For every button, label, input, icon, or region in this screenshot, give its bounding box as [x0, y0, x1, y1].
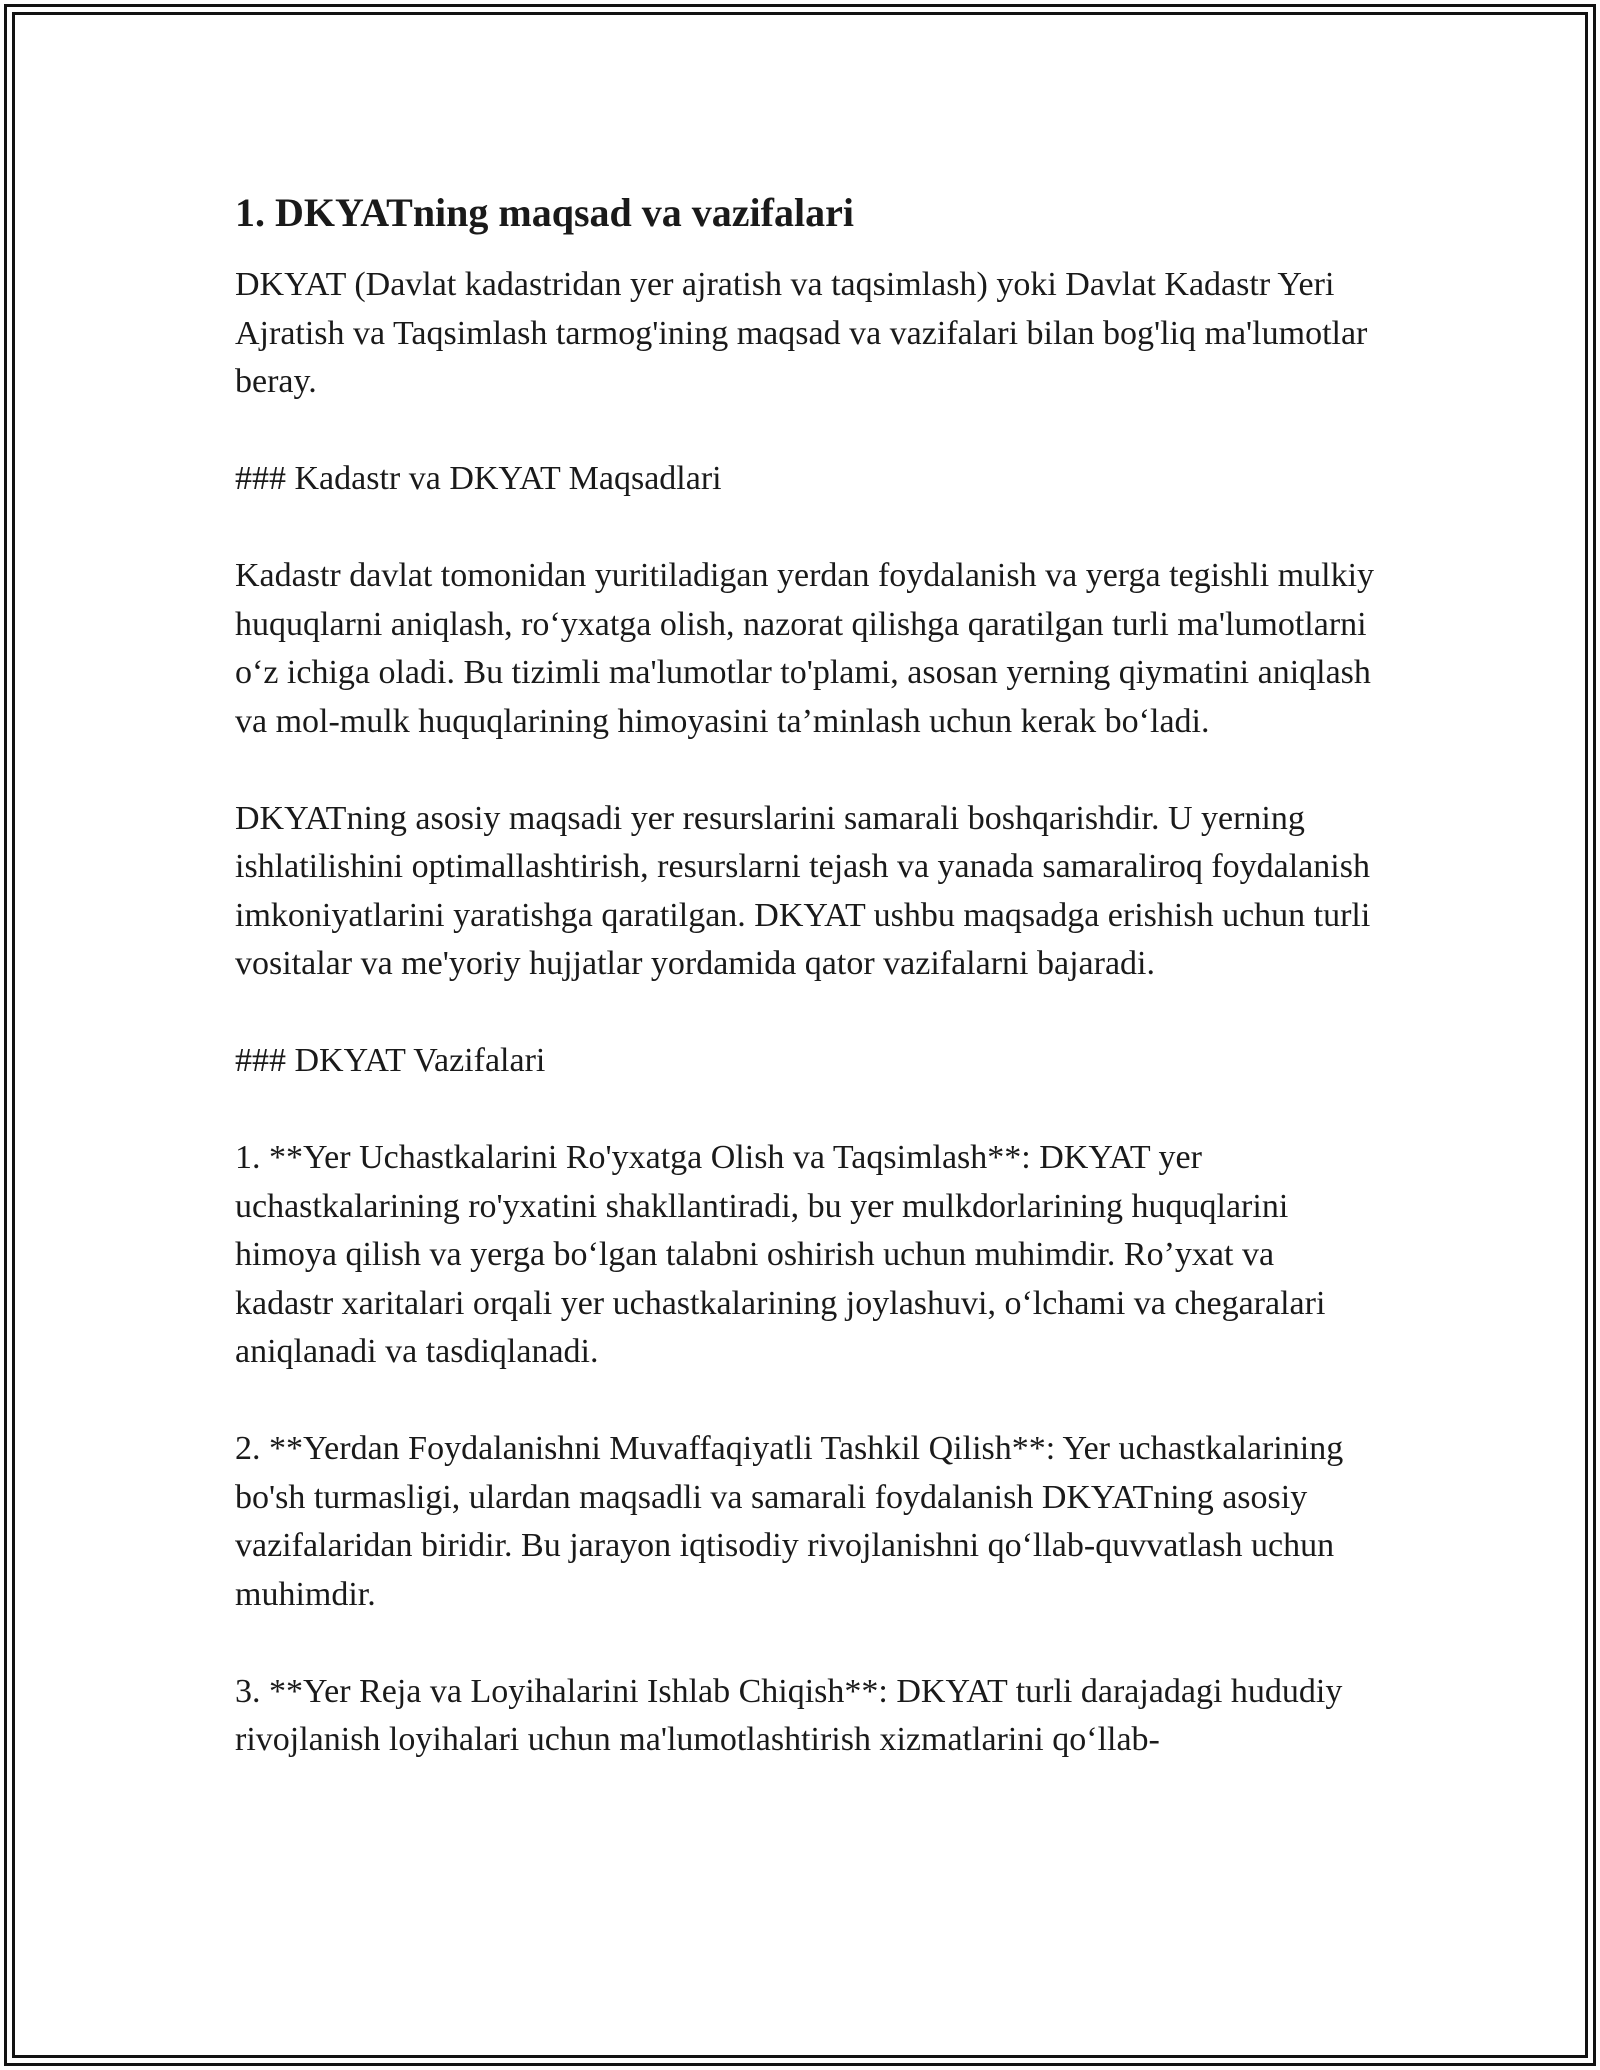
list-item-3: 3. **Yer Reja va Loyihalarini Ishlab Chiqish**: DKYAT turli darajadagi hududiy rivojlanish loyihalari uchun ma'lumotlashtirish xizmatlarini qo‘llab- [235, 1672, 1343, 1758]
list-item-2: 2. **Yerdan Foydalanishni Muvaffaqiyatli Tashkil Qilish**: Yer uchastkalarining bo'sh turmasligi, ulardan maqsadli va samarali foydalanish DKYATning asosiy vazifalaridan biridir. Bu jarayon iqtisodiy rivojlanishni qo‘llab-quvvatlash uchun muhimdir. [235, 1430, 1344, 1613]
list-item-1: 1. **Yer Uchastkalarini Ro'yxatga Olish va Taqsimlash**: DKYAT yer uchastkalarining ro'yxatini shakllantiradi, bu yer mulkdorlarining huquqlarini himoya qilish va yerga bo‘lgan talabni oshirish uchun muhimdir. Ro’yxat va kadastr xaritalari orqali yer uchastkalarining joylashuvi, o‘lchami va chegaralari aniqlanadi va tasdiqlanadi. [235, 1139, 1326, 1370]
document-body [235, 185, 1380, 1813]
paragraph-intro: DKYAT (Davlat kadastridan yer ajratish va taqsimlash) yoki Davlat Kadastr Yeri Ajratish va Taqsimlash tarmog'ining maqsad va vazifalari bilan bog'liq ma'lumotlar beray. [235, 266, 1368, 400]
document-title: 1. DKYATning maqsad va vazifalari [235, 190, 854, 235]
paragraph-dkyat-maqsadi: DKYATning asosiy maqsadi yer resurslarini samarali boshqarishdir. U yerning ishlatilishini optimallashtirish, resurslarni tejash va yanada samaraliroq foydalanish imkoniyatlarini yaratishga qaratilgan. DKYAT ushbu maqsadga erishish uchun turli vositalar va me'yoriy hujjatlar yordamida qator vazifalarni bajaradi. [235, 799, 1371, 982]
section-heading-vazifalari: ### DKYAT Vazifalari [235, 1042, 546, 1079]
paragraph-kadastr: Kadastr davlat tomonidan yuritiladigan yerdan foydalanish va yerga tegishli mulkiy huquqlarni aniqlash, ro‘yxatga olish, nazorat qilishga qaratilgan turli ma'lumotlarni o‘z ichiga oladi. Bu tizimli ma'lumotlar to'plami, asosan yerning qiymatini aniqlash va mol-mulk huquqlarining himoyasini ta’minlash uchun kerak bo‘ladi. [235, 557, 1375, 740]
section-heading-maqsadlari: ### Kadastr va DKYAT Maqsadlari [235, 460, 722, 497]
